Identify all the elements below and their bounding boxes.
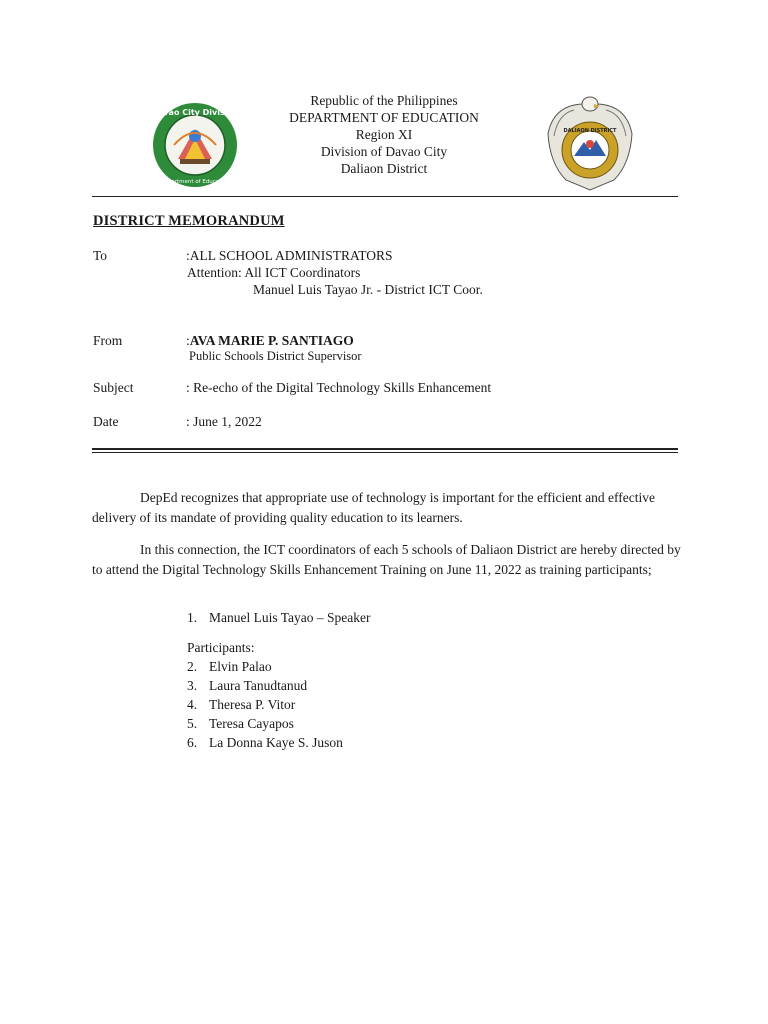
to-value: :ALL SCHOOL ADMINISTRATORS <box>186 248 393 263</box>
letterhead-line-3: Region XI <box>355 127 413 142</box>
letterhead-line-5: Daliaon District <box>340 161 428 176</box>
memo-divider-top <box>92 448 678 450</box>
list-number: 3. <box>187 678 198 693</box>
header-divider <box>92 196 678 197</box>
attention-line-2: Manuel Luis Tayao Jr. - District ICT Coor. <box>253 282 483 297</box>
subject-label: Subject <box>93 380 134 395</box>
from-label: From <box>93 333 123 348</box>
speaker-name: Manuel Luis Tayao – Speaker <box>209 610 371 625</box>
daliaon-district-seal <box>544 94 636 194</box>
left-logo-text: Davao City Division <box>151 108 239 117</box>
from-title: Public Schools District Supervisor <box>189 349 362 363</box>
subject-value: : Re-echo of the Digital Technology Skills Enhancement <box>186 380 492 395</box>
participants-label: Participants: <box>187 640 255 655</box>
attention-line: Attention: All ICT Coordinators <box>187 265 361 280</box>
list-number: 5. <box>187 716 198 731</box>
date-label: Date <box>93 414 119 429</box>
list-number: 1. <box>187 610 198 625</box>
list-item <box>187 716 294 732</box>
memo-divider-bottom <box>92 452 678 453</box>
memo-title: DISTRICT MEMORANDUM <box>93 213 285 229</box>
list-number: 4. <box>187 697 198 712</box>
list-item <box>187 697 295 713</box>
from-name: AVA MARIE P. SANTIAGO <box>189 333 354 348</box>
participant-name: Teresa Cayapos <box>209 716 294 731</box>
letterhead-line-2: DEPARTMENT OF EDUCATION <box>289 110 479 125</box>
paragraph-2 <box>92 540 682 579</box>
participant-name: Theresa P. Vitor <box>209 697 296 712</box>
to-label: To <box>93 248 108 263</box>
list-item <box>187 678 307 694</box>
paragraph-1 <box>92 488 682 527</box>
date-value: : June 1, 2022 <box>186 414 262 429</box>
participant-name: Laura Tanudtanud <box>209 678 308 693</box>
left-logo-subtext: Department of Education <box>160 179 230 185</box>
paragraph-1-text: DepEd recognizes that appropriate use of technology is important for the efficient and effective delivery of its mandate of providing quality education to its learners. <box>92 490 655 525</box>
list-number: 2. <box>187 659 198 674</box>
participant-name: Elvin Palao <box>209 659 272 674</box>
list-number: 6. <box>187 735 198 750</box>
from-value <box>186 333 354 349</box>
list-item <box>187 735 343 751</box>
paragraph-2-text: In this connection, the ICT coordinators of each 5 schools of Daliaon District are hereby directed by to attend the Digital Technology Skills Enhancement Training on June 11, 2022 as training participants; <box>92 542 681 577</box>
letterhead-line-1: Republic of the Philippines <box>310 93 458 108</box>
right-logo-text: DALIAON DISTRICT <box>563 128 617 134</box>
letterhead <box>0 92 768 177</box>
letterhead-line-4: Division of Davao City <box>320 144 448 159</box>
speaker-item <box>187 610 371 626</box>
participant-name: La Donna Kaye S. Juson <box>209 735 343 750</box>
list-item <box>187 659 272 675</box>
from-colon: : <box>186 333 190 348</box>
